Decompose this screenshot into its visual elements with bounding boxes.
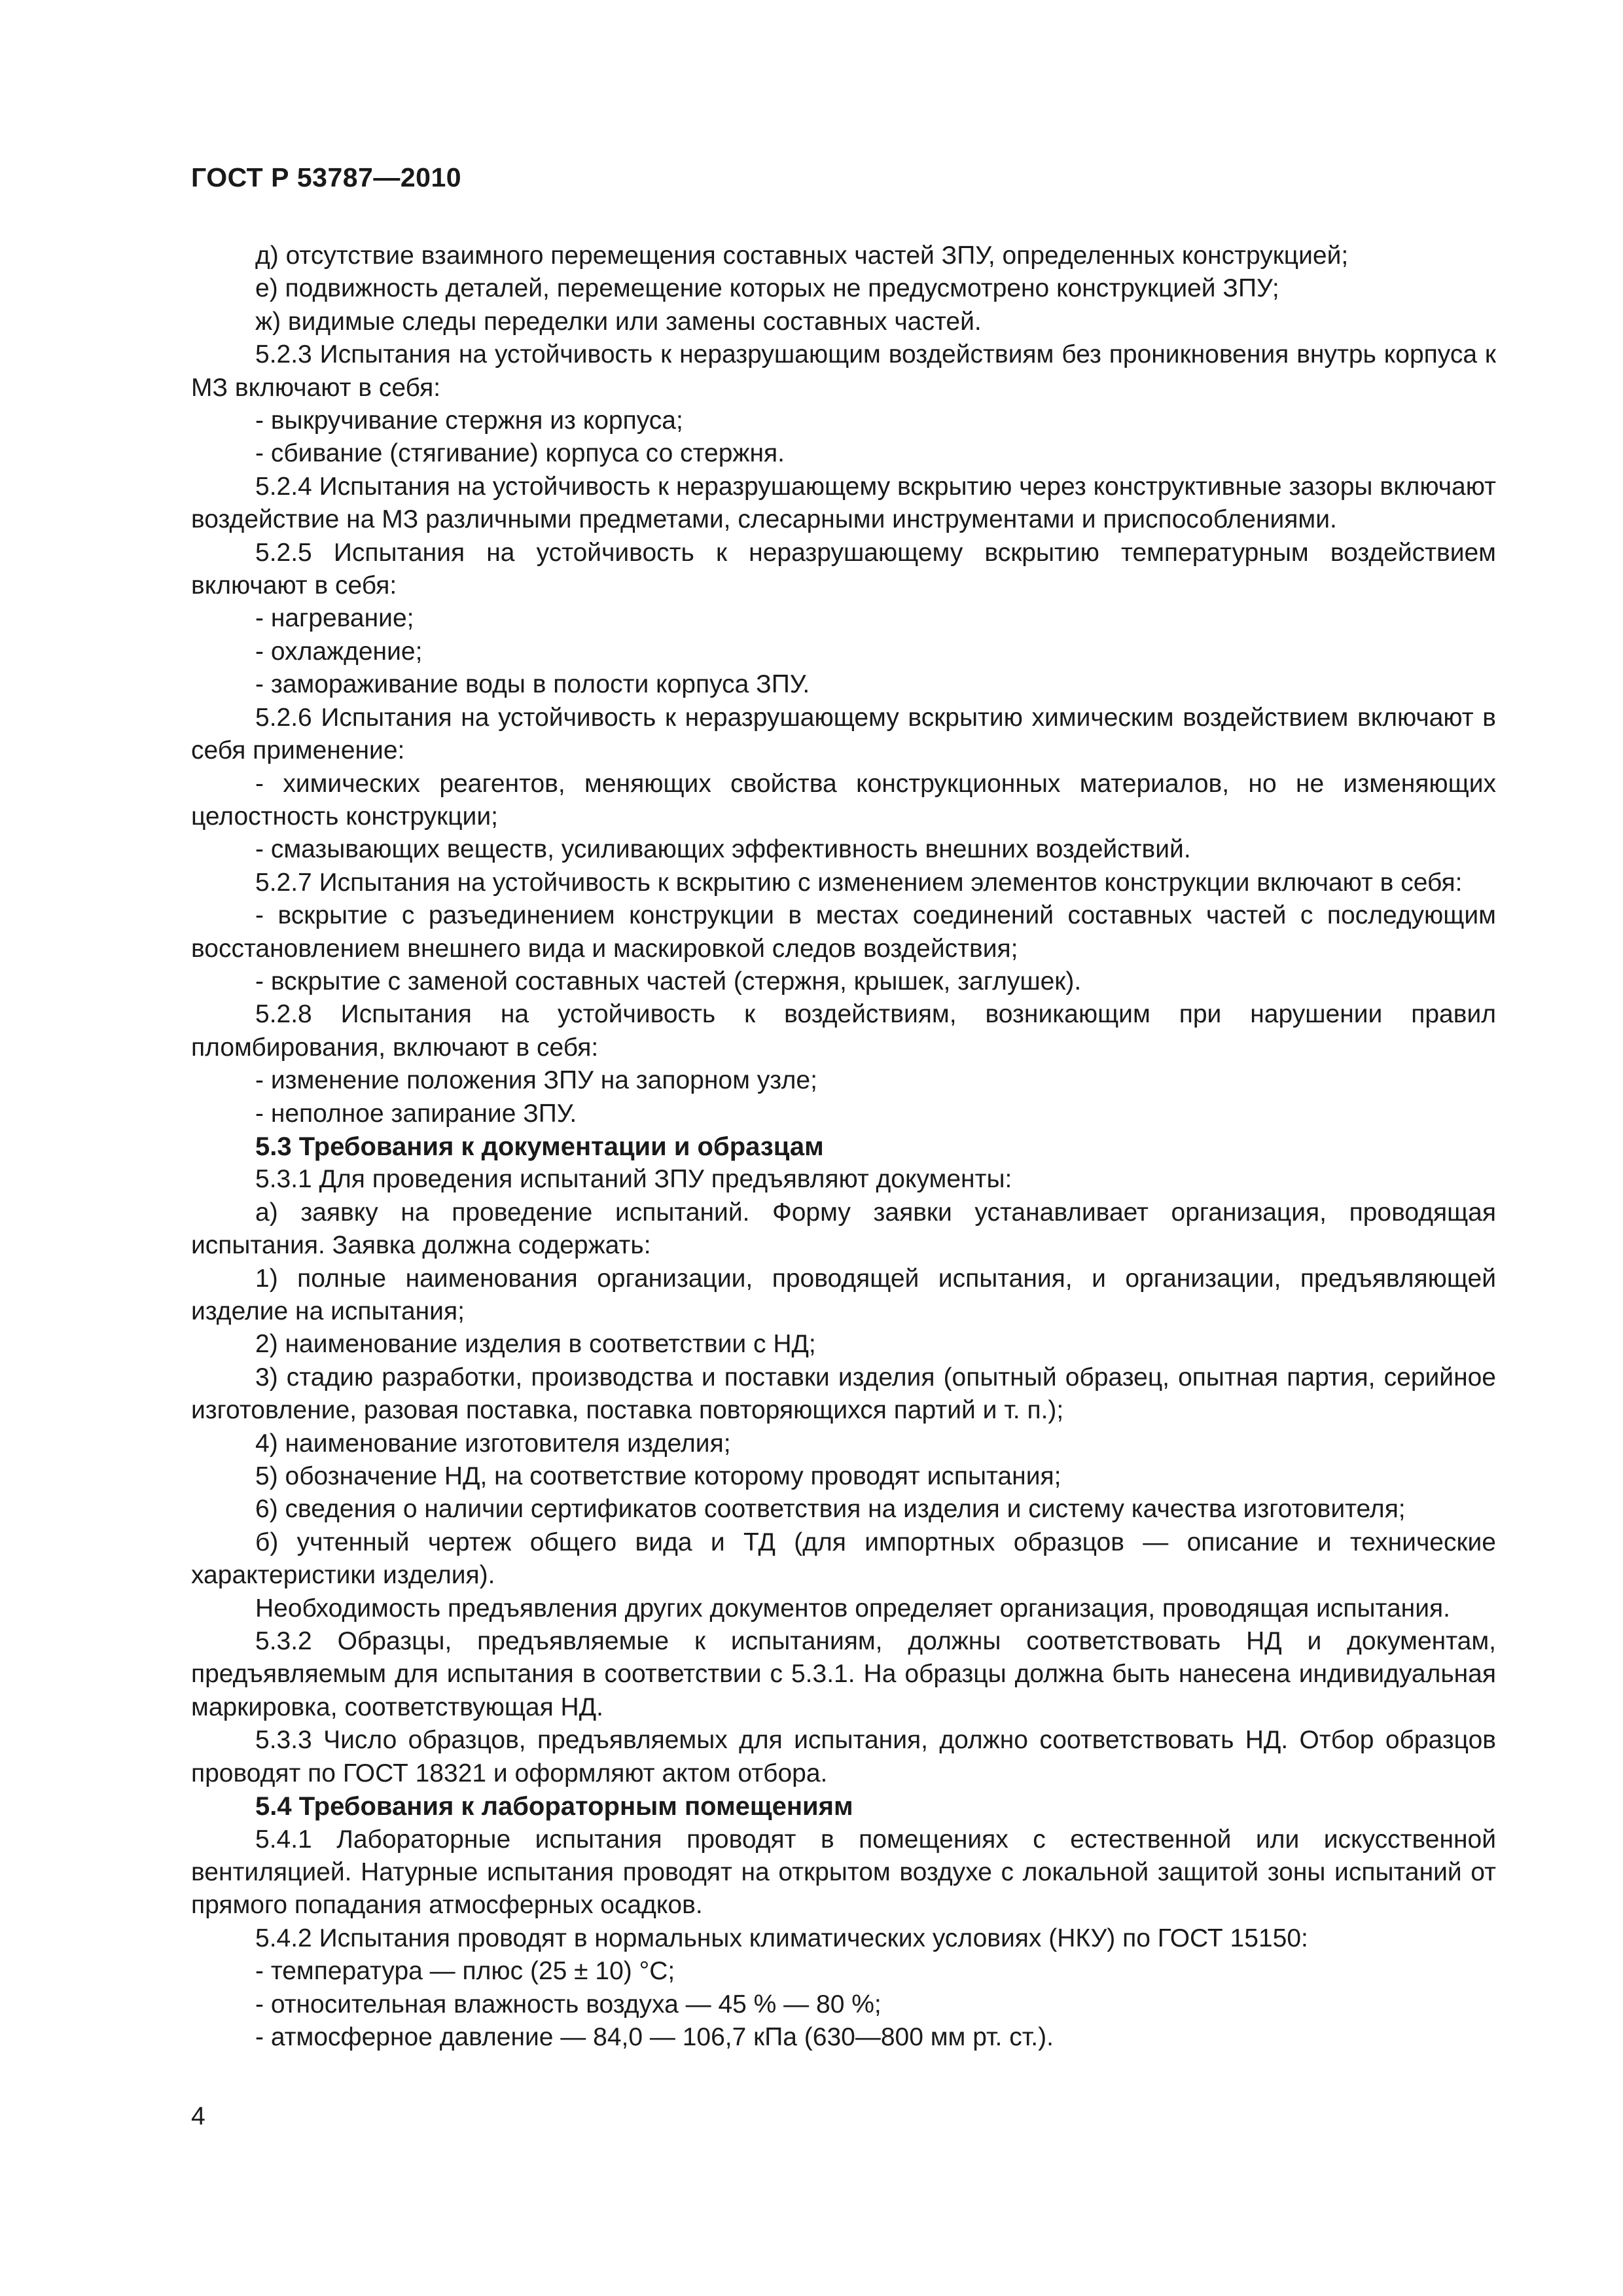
paragraph: 2) наименование изделия в соответствии с НД; [255,1330,816,1359]
paragraph: - охлаждение; [255,637,423,666]
paragraph: Необходимость предъявления других документов определяет организация, проводящая испытания. [255,1594,1450,1623]
paragraph: 5.3.2 Образцы, предъявляемые к испытаниям, должны соответствовать НД и документам, предъявляемым для испытания в соответствии с 5.3.1. На образцы должна быть нанесена индивидуальная маркировка, соответствующая НД. [191,1627,1496,1721]
paragraph: - замораживание воды в полости корпуса ЗПУ. [255,670,810,699]
paragraph: 5.3.3 Число образцов, предъявляемых для испытания, должно соответствовать НД. Отбор образцов проводят по ГОСТ 18321 и оформляют актом отбора. [191,1726,1496,1787]
paragraph: 5.2.3 Испытания на устойчивость к неразрушающим воздействиям без проникновения внутрь корпуса к МЗ включают в себя: [191,340,1496,402]
paragraph: 5.2.8 Испытания на устойчивость к воздействиям, возникающим при нарушении правил пломбирования, включают в себя: [191,1000,1496,1062]
paragraph: - нагревание; [255,604,414,633]
paragraph: 5) обозначение НД, на соответствие которому проводят испытания; [255,1462,1061,1491]
paragraph: - вскрытие с разъединением конструкции в местах соединений составных частей с последующим восстановлением внешнего вида и маскировкой следов воздействия; [191,901,1496,963]
paragraph: 5.2.4 Испытания на устойчивость к неразрушающему вскрытию через конструктивные зазоры включают воздействие на МЗ различными предметами, слесарными инструментами и приспособлениями. [191,472,1496,534]
paragraph: - относительная влажность воздуха — 45 % — 80 %; [255,1990,882,2018]
paragraph: 1) полные наименования организации, проводящей испытания, и организации, предъявляющей изделие на испытания; [191,1264,1496,1325]
paragraph: - температура — плюс (25 ± 10) °С; [255,1957,675,1986]
paragraph: е) подвижность деталей, перемещение которых не предусмотрено конструкцией ЗПУ; [255,274,1279,303]
paragraph: 5.2.7 Испытания на устойчивость к вскрытию с изменением элементов конструкции включают в себя: [255,868,1463,897]
section-heading: 5.4 Требования к лабораторным помещениям [255,1792,853,1821]
paragraph: - изменение положения ЗПУ на запорном узле; [255,1066,817,1095]
paragraph: - атмосферное давление — 84,0 — 106,7 кПа (630—800 мм рт. ст.). [255,2022,1054,2051]
paragraph: 6) сведения о наличии сертификатов соответствия на изделия и систему качества изготовителя; [255,1495,1406,1524]
paragraph: - выкручивание стержня из корпуса; [255,406,683,435]
paragraph: - вскрытие с заменой составных частей (стержня, крышек, заглушек). [255,967,1082,996]
page-number: 4 [191,2102,205,2130]
paragraph: а) заявку на проведение испытаний. Форму заявки устанавливает организация, проводящая испытания. Заявка должна содержать: [191,1198,1496,1260]
paragraph: д) отсутствие взаимного перемещения составных частей ЗПУ, определенных конструкцией; [255,242,1349,270]
paragraph: 4) наименование изготовителя изделия; [255,1429,731,1458]
document-header: ГОСТ Р 53787—2010 [191,162,462,192]
document-body [191,240,1496,2054]
paragraph: б) учтенный чертеж общего вида и ТД (для импортных образцов — описание и технические характеристики изделия). [191,1528,1496,1590]
paragraph: 3) стадию разработки, производства и поставки изделия (опытный образец, опытная партия, серийное изготовление, разовая поставка, поставка повторяющихся партий и т. п.); [191,1363,1496,1425]
paragraph: - химических реагентов, меняющих свойства конструкционных материалов, но не изменяющих целостность конструкции; [191,769,1496,831]
paragraph: 5.2.5 Испытания на устойчивость к неразрушающему вскрытию температурным воздействием включают в себя: [191,538,1496,600]
paragraph: ж) видимые следы переделки или замены составных частей. [255,307,982,336]
paragraph: - сбивание (стягивание) корпуса со стержня. [255,439,785,468]
paragraph: 5.4.1 Лабораторные испытания проводят в помещениях с естественной или искусственной вентиляцией. Натурные испытания проводят на открытом воздухе с локальной защитой зоны испытаний от прямого попадания атмосферных осадков. [191,1825,1496,1920]
paragraph: - смазывающих веществ, усиливающих эффективность внешних воздействий. [255,835,1191,864]
paragraph: - неполное запирание ЗПУ. [255,1099,577,1128]
paragraph: 5.3.1 Для проведения испытаний ЗПУ предъявляют документы: [255,1165,1012,1194]
paragraph: 5.4.2 Испытания проводят в нормальных климатических условиях (НКУ) по ГОСТ 15150: [255,1924,1308,1952]
paragraph: 5.2.6 Испытания на устойчивость к неразрушающему вскрытию химическим воздействием включают в себя применение: [191,703,1496,765]
section-heading: 5.3 Требования к документации и образцам [255,1132,824,1161]
